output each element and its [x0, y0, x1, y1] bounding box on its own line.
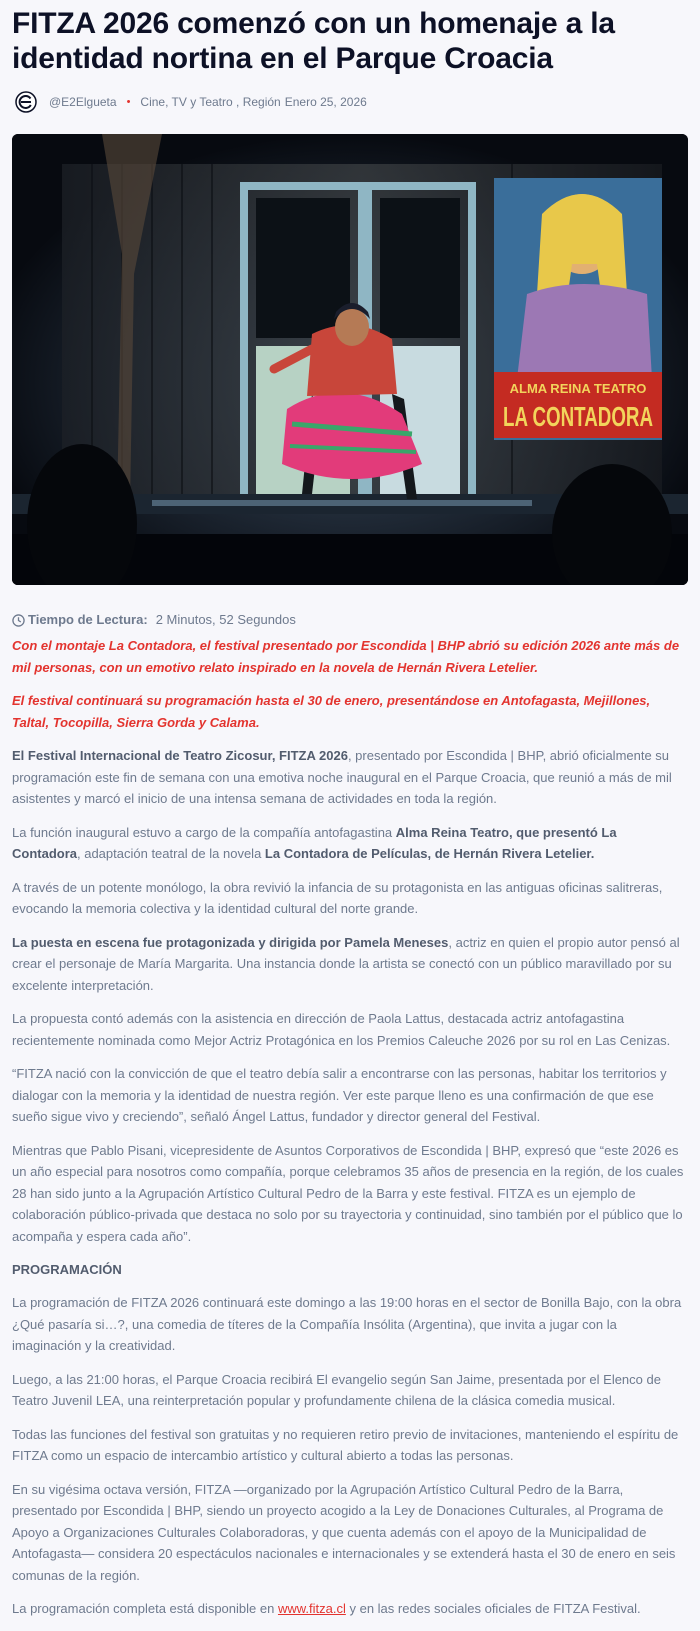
text: y en las redes sociales oficiales de FITZA Festival. — [345, 1601, 641, 1616]
body-paragraph: Luego, a las 21:00 horas, el Parque Croacia recibirá El evangelio según San Jaime, presentada por el Elenco de Teatro Juvenil LEA, una reinterpretación popular y profundamente chilena de la clásica comedia musical. — [12, 1371, 661, 1408]
fitza-website-link[interactable]: www.fitza.cl — [277, 1601, 346, 1616]
clock-icon — [12, 614, 25, 627]
author-link[interactable]: @E2Elgueta — [49, 95, 117, 109]
featured-image — [12, 134, 688, 585]
poster-line-2: LA CONTADORA — [503, 401, 653, 432]
reading-time — [12, 611, 688, 629]
poster-line-1: ALMA REINA TEATRO — [509, 381, 647, 396]
article-title: FITZA 2026 comenzó con un homenaje a la identidad nortina en el Parque Croacia — [12, 7, 615, 75]
body-paragraph — [12, 932, 688, 997]
text: La función inaugural estuvo a cargo de la compañía antofagastina — [12, 824, 396, 840]
body-paragraph: La programación de FITZA 2026 continuará este domingo a las 19:00 horas en el sector de Bonilla Bajo, con la obra ¿Qué pasaría si…?, una comedia de títeres de la Compañía Insólita (Argentina), que invita a jugar con la imaginación y la creatividad. — [12, 1295, 682, 1353]
reading-time-value: 2 Minutos, 52 Segundos — [155, 612, 296, 627]
text: , adaptación teatral de la novela — [77, 846, 265, 861]
body-paragraph: A través de un potente monólogo, la obra revivió la infancia de su protagonista en las antiguas oficinas salitreras, evocando la memoria colectiva y la identidad cultural del norte grande. — [12, 879, 663, 916]
publish-date: Enero 25, 2026 — [284, 95, 367, 109]
bold-text: La puesta en escena fue protagonizada y dirigida por Pamela Meneses — [12, 934, 449, 950]
quote-paragraph: “FITZA nació con la convicción de que el teatro debía salir a encontrarse con las personas, habitar los territorios y dialogar con la memoria y la identidad de nuestra región. Ver este parque lleno es una confirmación de que ese sueño sigue vivo y creciendo”, señaló Ángel Lattus, fundador y director general del Festival. — [12, 1066, 667, 1124]
bold-text: El Festival Internacional de Teatro Zicosur, FITZA 2026 — [12, 748, 348, 763]
site-logo-icon[interactable] — [15, 91, 37, 113]
text: , presentado por Escondida | BHP, abrió oficialmente su programación este fin de semana con una emotiva noche inaugural en el Parque Croacia, que reunió a más de mil asistentes y marcó el inicio de una intensa semana de actividades en toda la región. — [12, 748, 672, 806]
reading-time-label: Tiempo de Lectura: — [28, 612, 148, 627]
category-link[interactable]: Cine, TV y Teatro , Región — [140, 95, 281, 109]
body-paragraph: En su vigésima octava versión, FITZA —organizado por la Agrupación Artístico Cultural Pedro de la Barra, presentado por Escondida | BHP, siendo un proyecto acogido a la Ley de Donaciones Culturales, al Programa de Apoyo a Organizaciones Culturales Colaboradoras, y que cuenta además con el apoyo de la Municipalidad de Antofagasta— considera 20 espectáculos nacionales e internacionales y se extenderá hasta el 30 de enero en seis comunas de la región. — [12, 1481, 676, 1583]
section-heading: PROGRAMACIÓN — [12, 1262, 122, 1277]
body-paragraph: La propuesta contó además con la asistencia en dirección de Paola Lattus, destacada actriz antofagastina recientemente nominada como Mejor Actriz Protagónica en los Premios Caleuche 2026 por su rol en Las Cenizas. — [12, 1011, 671, 1048]
bold-text: Alma Reina Teatro, que presentó La Contadora — [12, 824, 617, 861]
text: La programación completa está disponible en — [12, 1601, 278, 1616]
body-paragraph: Todas las funciones del festival son gratuitas y no requieren retiro previo de invitaciones, manteniendo el espíritu de FITZA como un espacio de intercambio artístico y cultural abierto a todas las personas. — [12, 1426, 679, 1463]
body-paragraph — [12, 822, 688, 865]
separator-dot: • — [126, 96, 131, 108]
lead-paragraph: Con el montaje La Contadora, el festival presentado por Escondida | BHP abrió su edición 2026 ante más de mil personas, con un emotivo relato inspirado en la novela de Hernán Rivera Letelier. — [12, 638, 680, 675]
body-paragraph — [12, 745, 688, 810]
bold-text: La Contadora de Películas, de Hernán Rivera Letelier. — [264, 846, 595, 861]
lead-paragraph-2: El festival continuará su programación hasta el 30 de enero, presentándose en Antofagasta, Mejillones, Taltal, Tocopilla, Sierra Gorda y Calama. — [12, 693, 651, 730]
body-paragraph: Mientras que Pablo Pisani, vicepresidente de Asuntos Corporativos de Escondida | BHP, expresó que “este 2026 es un año especial para nosotros como compañía, porque celebramos 35 años de presencia en la región, de los cuales 28 han sido junto a la Agrupación Artístico Cultural Pedro de la Barra y este festival. FITZA es un ejemplo de colaboración público-privada que destaca no solo por su trayectoria y continuidad, sino también por el público que lo acompaña y espera cada año”. — [12, 1142, 684, 1244]
text: , actriz en quien el propio autor pensó al crear el personaje de María Margarita. Una instancia donde la artista se conectó con un público maravillado por su excelente interpretación. — [12, 934, 680, 993]
article-meta — [12, 90, 688, 114]
body-paragraph — [12, 1598, 688, 1620]
